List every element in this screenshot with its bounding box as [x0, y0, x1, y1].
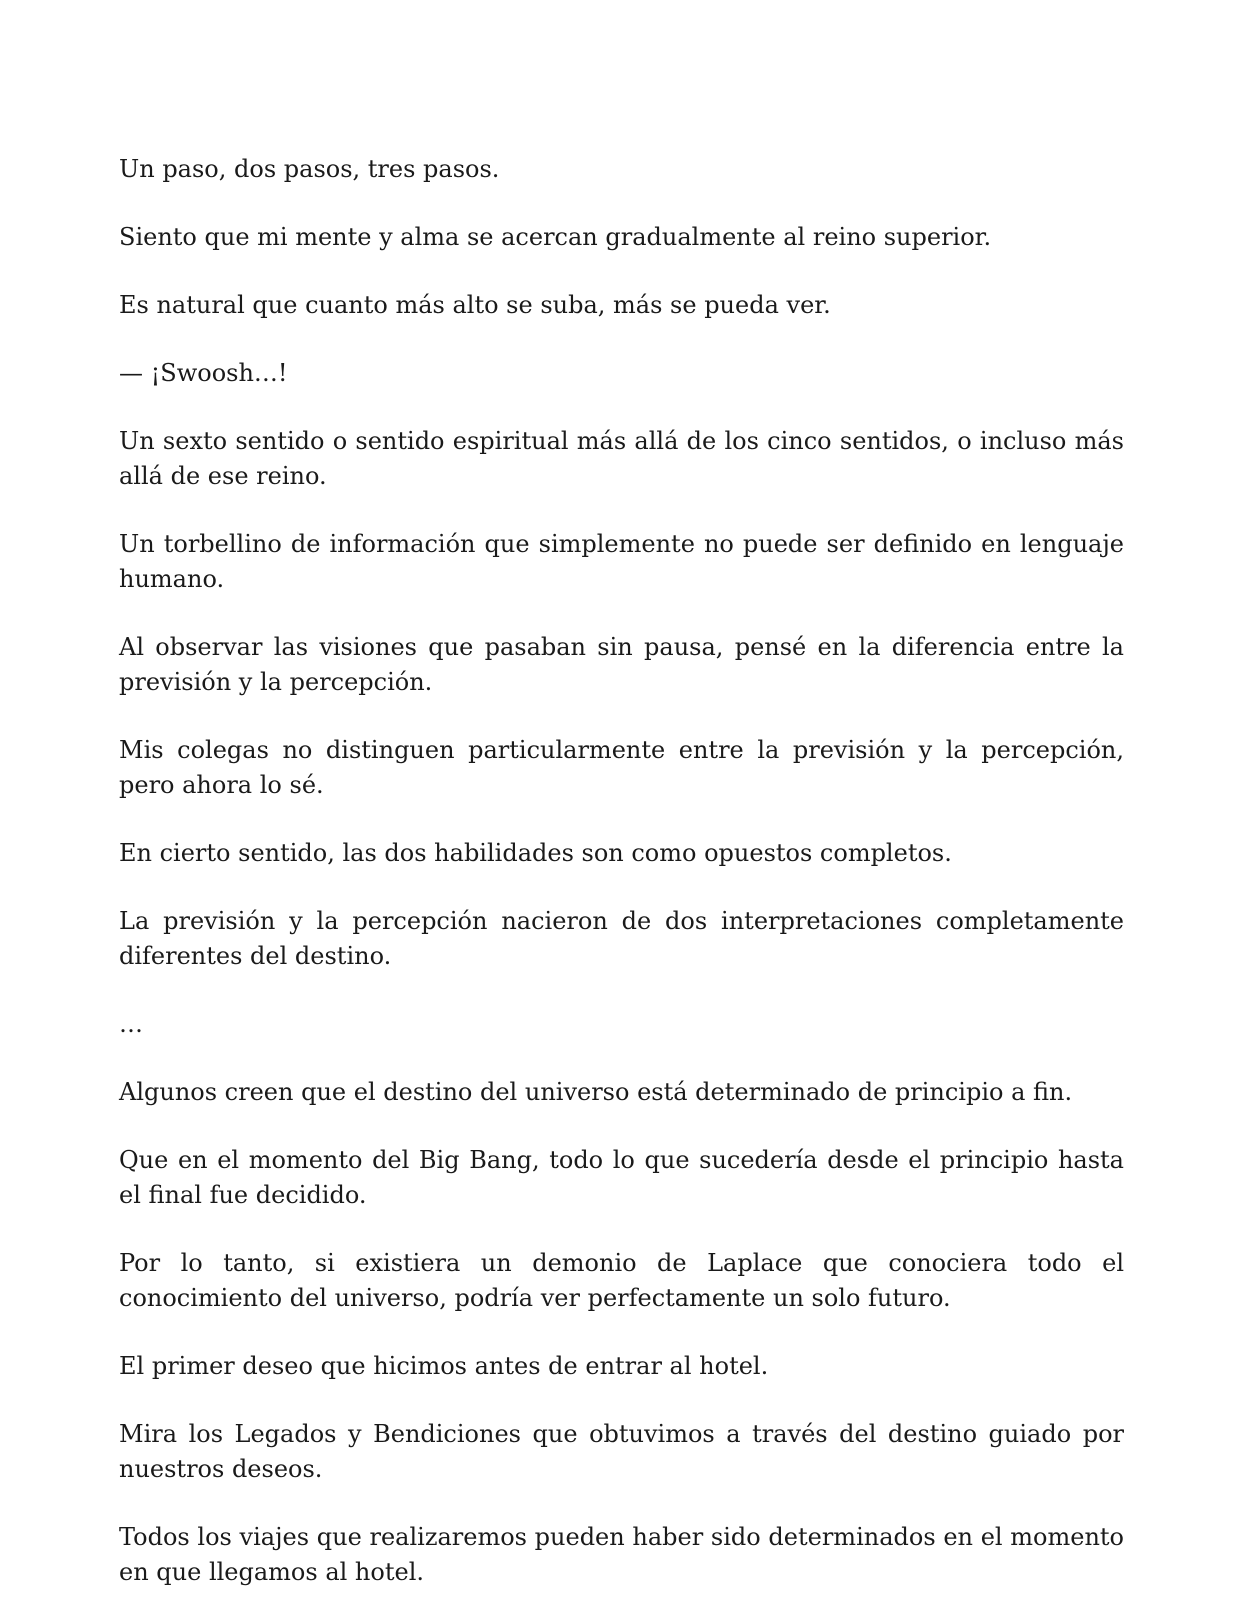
paragraph: — ¡Swoosh…! — [119, 359, 288, 387]
section-break: … — [119, 1010, 143, 1038]
paragraph: El primer deseo que hicimos antes de entrar al hotel. — [119, 1352, 769, 1380]
paragraph: Un sexto sentido o sentido espiritual más allá de los cinco sentidos, o incluso más allá de ese reino. — [119, 427, 1124, 490]
paragraph: La previsión y la percepción nacieron de dos interpretaciones completamente diferentes del destino. — [119, 907, 1124, 970]
paragraph: Por lo tanto, si existiera un demonio de Laplace que conociera todo el conocimiento del universo, podría ver perfectamente un solo futuro. — [119, 1249, 1124, 1312]
paragraph: Es natural que cuanto más alto se suba, más se pueda ver. — [119, 291, 831, 319]
paragraph: Un paso, dos pasos, tres pasos. — [119, 155, 500, 183]
paragraph: Que en el momento del Big Bang, todo lo que sucedería desde el principio hasta el final fue decidido. — [119, 1146, 1124, 1209]
paragraph: Mira los Legados y Bendiciones que obtuvimos a través del destino guiado por nuestros deseos. — [119, 1420, 1124, 1483]
document-body — [119, 152, 1124, 1590]
paragraph: Un torbellino de información que simplemente no puede ser definido en lenguaje humano. — [119, 530, 1124, 593]
paragraph: En cierto sentido, las dos habilidades son como opuestos completos. — [119, 839, 952, 867]
paragraph: Mis colegas no distinguen particularmente entre la previsión y la percepción, pero ahora lo sé. — [119, 736, 1124, 799]
paragraph: Algunos creen que el destino del universo está determinado de principio a fin. — [119, 1078, 1073, 1106]
paragraph: Siento que mi mente y alma se acercan gradualmente al reino superior. — [119, 223, 992, 251]
paragraph: Todos los viajes que realizaremos pueden haber sido determinados en el momento en que llegamos al hotel. — [119, 1523, 1124, 1586]
paragraph: Al observar las visiones que pasaban sin pausa, pensé en la diferencia entre la previsión y la percepción. — [119, 633, 1124, 696]
